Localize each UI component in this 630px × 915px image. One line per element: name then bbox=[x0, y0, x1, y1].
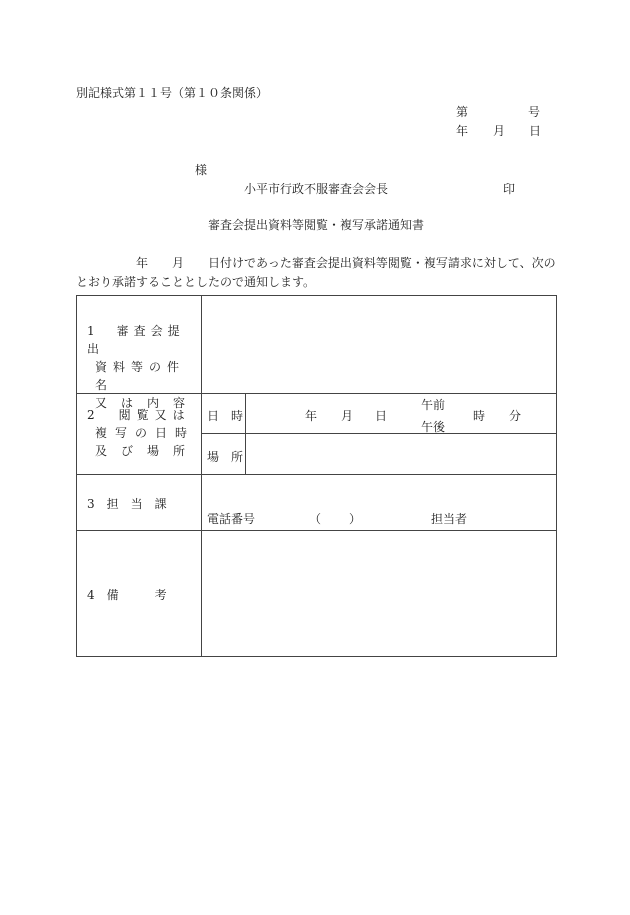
row-divider bbox=[201, 433, 556, 434]
row-divider bbox=[77, 530, 556, 531]
date-day: 日 bbox=[529, 124, 542, 138]
row-divider bbox=[77, 474, 556, 475]
document-title: 審査会提出資料等閲覧・複写承諾通知書 bbox=[208, 218, 425, 232]
row1-label-line1: 1 審査会提出 bbox=[87, 324, 185, 356]
am-option[interactable]: 午前 bbox=[421, 398, 446, 412]
sender-name: 小平市行政不服審査会会長 bbox=[244, 182, 389, 196]
row1-content-field[interactable] bbox=[205, 304, 550, 386]
number-suffix: 号 bbox=[528, 105, 541, 119]
body-line1: 日付けであった審査会提出資料等閲覧・複写請求に対して、次の bbox=[208, 256, 556, 270]
date-month: 月 bbox=[493, 124, 506, 138]
datetime-label: 日 時 bbox=[207, 409, 244, 423]
remarks-field[interactable] bbox=[205, 536, 550, 650]
phone-label: 電話番号 bbox=[207, 512, 256, 526]
row2-label-line3: 及 び 場 所 bbox=[95, 444, 187, 458]
datetime-day: 日 bbox=[375, 409, 388, 423]
column-divider bbox=[201, 296, 202, 656]
row4-label: 4 備 考 bbox=[87, 588, 167, 602]
phone-paren-close: ） bbox=[349, 512, 362, 526]
row1-label-line3: 又 は 内 容 bbox=[95, 396, 187, 410]
datetime-year: 年 bbox=[305, 409, 318, 423]
addressee-honorific: 様 bbox=[195, 163, 208, 177]
row2-label bbox=[87, 406, 197, 460]
place-field[interactable] bbox=[249, 438, 549, 470]
person-in-charge-label: 担当者 bbox=[431, 512, 468, 526]
number-prefix: 第 bbox=[456, 105, 469, 119]
body-month: 月 bbox=[172, 256, 185, 270]
row3-label: 3 担 当 課 bbox=[87, 497, 167, 511]
body-line2: とおり承諾することとしたので通知します。 bbox=[76, 275, 316, 289]
row1-label-line2: 資料等の件名 bbox=[95, 360, 186, 392]
form-reference: 別記様式第１１号（第１０条関係） bbox=[76, 86, 269, 100]
row1-label bbox=[87, 322, 197, 412]
approval-table bbox=[76, 295, 557, 657]
row2-label-line1: 2 閲覧又は bbox=[87, 408, 191, 422]
datetime-minute: 分 bbox=[509, 409, 522, 423]
date-year: 年 bbox=[456, 124, 469, 138]
datetime-month: 月 bbox=[341, 409, 354, 423]
pm-option[interactable]: 午後 bbox=[421, 420, 446, 434]
seal-mark: 印 bbox=[503, 182, 516, 196]
datetime-hour: 時 bbox=[473, 409, 486, 423]
body-year: 年 bbox=[136, 256, 149, 270]
row2-label-line2: 複写の日時 bbox=[95, 426, 196, 440]
column-divider bbox=[245, 393, 246, 474]
phone-paren-open: （ bbox=[309, 512, 322, 526]
place-label: 場 所 bbox=[207, 450, 244, 464]
